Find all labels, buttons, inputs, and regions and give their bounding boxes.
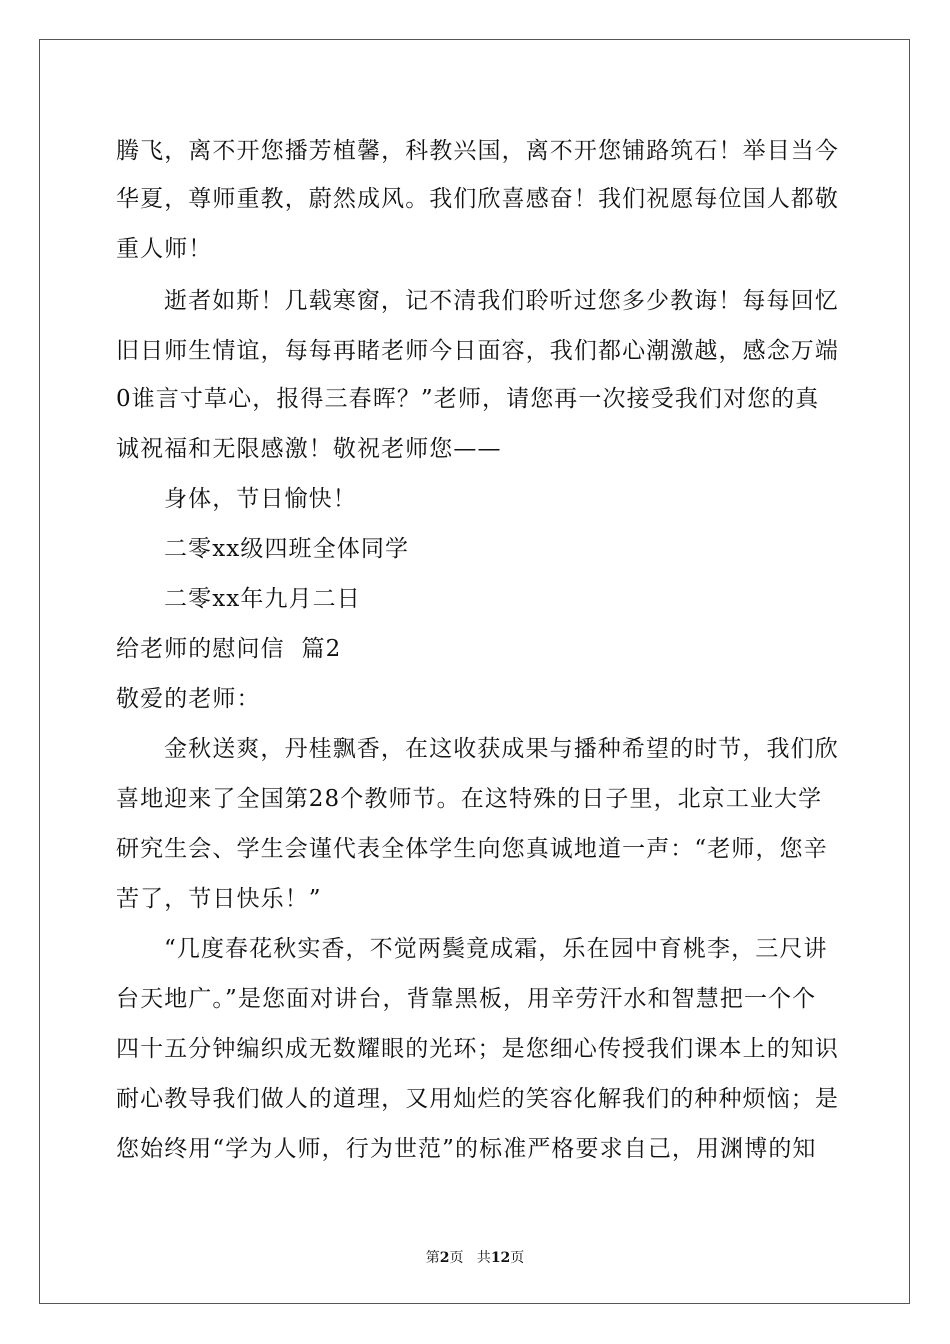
text-line: 重人师！ [116, 236, 213, 262]
total-suffix: 页 [510, 1250, 525, 1266]
page-current: 2 [439, 1250, 450, 1266]
page-border [39, 39, 910, 1304]
text-line: “几度春花秋实香，不觉两鬓竟成霜，乐在园中育桃李，三尺讲 [164, 936, 828, 962]
text-line: 身体，节日愉快！ [164, 486, 357, 512]
text-line: 逝者如斯！几载寒窗，记不清我们聆听过您多少教诲！每每回忆 [164, 288, 839, 314]
text-line: 金秋送爽，丹桂飘香，在这收获成果与播种希望的时节，我们欣 [164, 736, 839, 762]
page-footer [0, 1249, 950, 1267]
text-line: 苦了，节日快乐！” [116, 886, 322, 912]
text-line: 诚祝福和无限感激！敬祝老师您—— [116, 436, 502, 462]
text-line: 台天地广。”是您面对讲台，背靠黑板，用辛劳汗水和智慧把一个个 [116, 986, 817, 1012]
text-line: 腾飞，离不开您播芳植馨，科教兴国，离不开您铺路筑石！举目当今 [116, 138, 839, 164]
date-line: 二零xx年九月二日 [164, 586, 361, 612]
text-line: 您始终用“学为人师，行为世范”的标准严格要求自己，用渊博的知 [116, 1136, 817, 1162]
salutation: 敬爱的老师： [116, 686, 261, 712]
text-line: 研究生会、学生会谨代表全体学生向您真诚地道一声：“老师，您辛 [116, 836, 828, 862]
text-line: 0谁言寸草心，报得三春晖？”老师，请您再一次接受我们对您的真 [116, 386, 820, 412]
page-prefix: 第 [425, 1250, 440, 1266]
text-line: 四十五分钟编织成无数耀眼的光环；是您细心传授我们课本上的知识 [116, 1036, 839, 1062]
total-prefix: 共 [476, 1250, 491, 1266]
text-line: 华夏，尊师重教，蔚然成风。我们欣喜感奋！我们祝愿每位国人都敬 [116, 186, 839, 212]
section-heading: 给老师的慰问信 篇2 [116, 636, 342, 662]
signature-line: 二零xx级四班全体同学 [164, 536, 410, 562]
page-suffix: 页 [449, 1250, 464, 1266]
text-line: 喜地迎来了全国第28个教师节。在这特殊的日子里，北京工业大学 [116, 786, 823, 812]
text-line: 旧日师生情谊，每每再睹老师今日面容，我们都心潮激越，感念万端 [116, 338, 839, 364]
text-line: 耐心教导我们做人的道理，又用灿烂的笑容化解我们的种种烦恼；是 [116, 1086, 839, 1112]
page-total: 12 [490, 1250, 511, 1266]
